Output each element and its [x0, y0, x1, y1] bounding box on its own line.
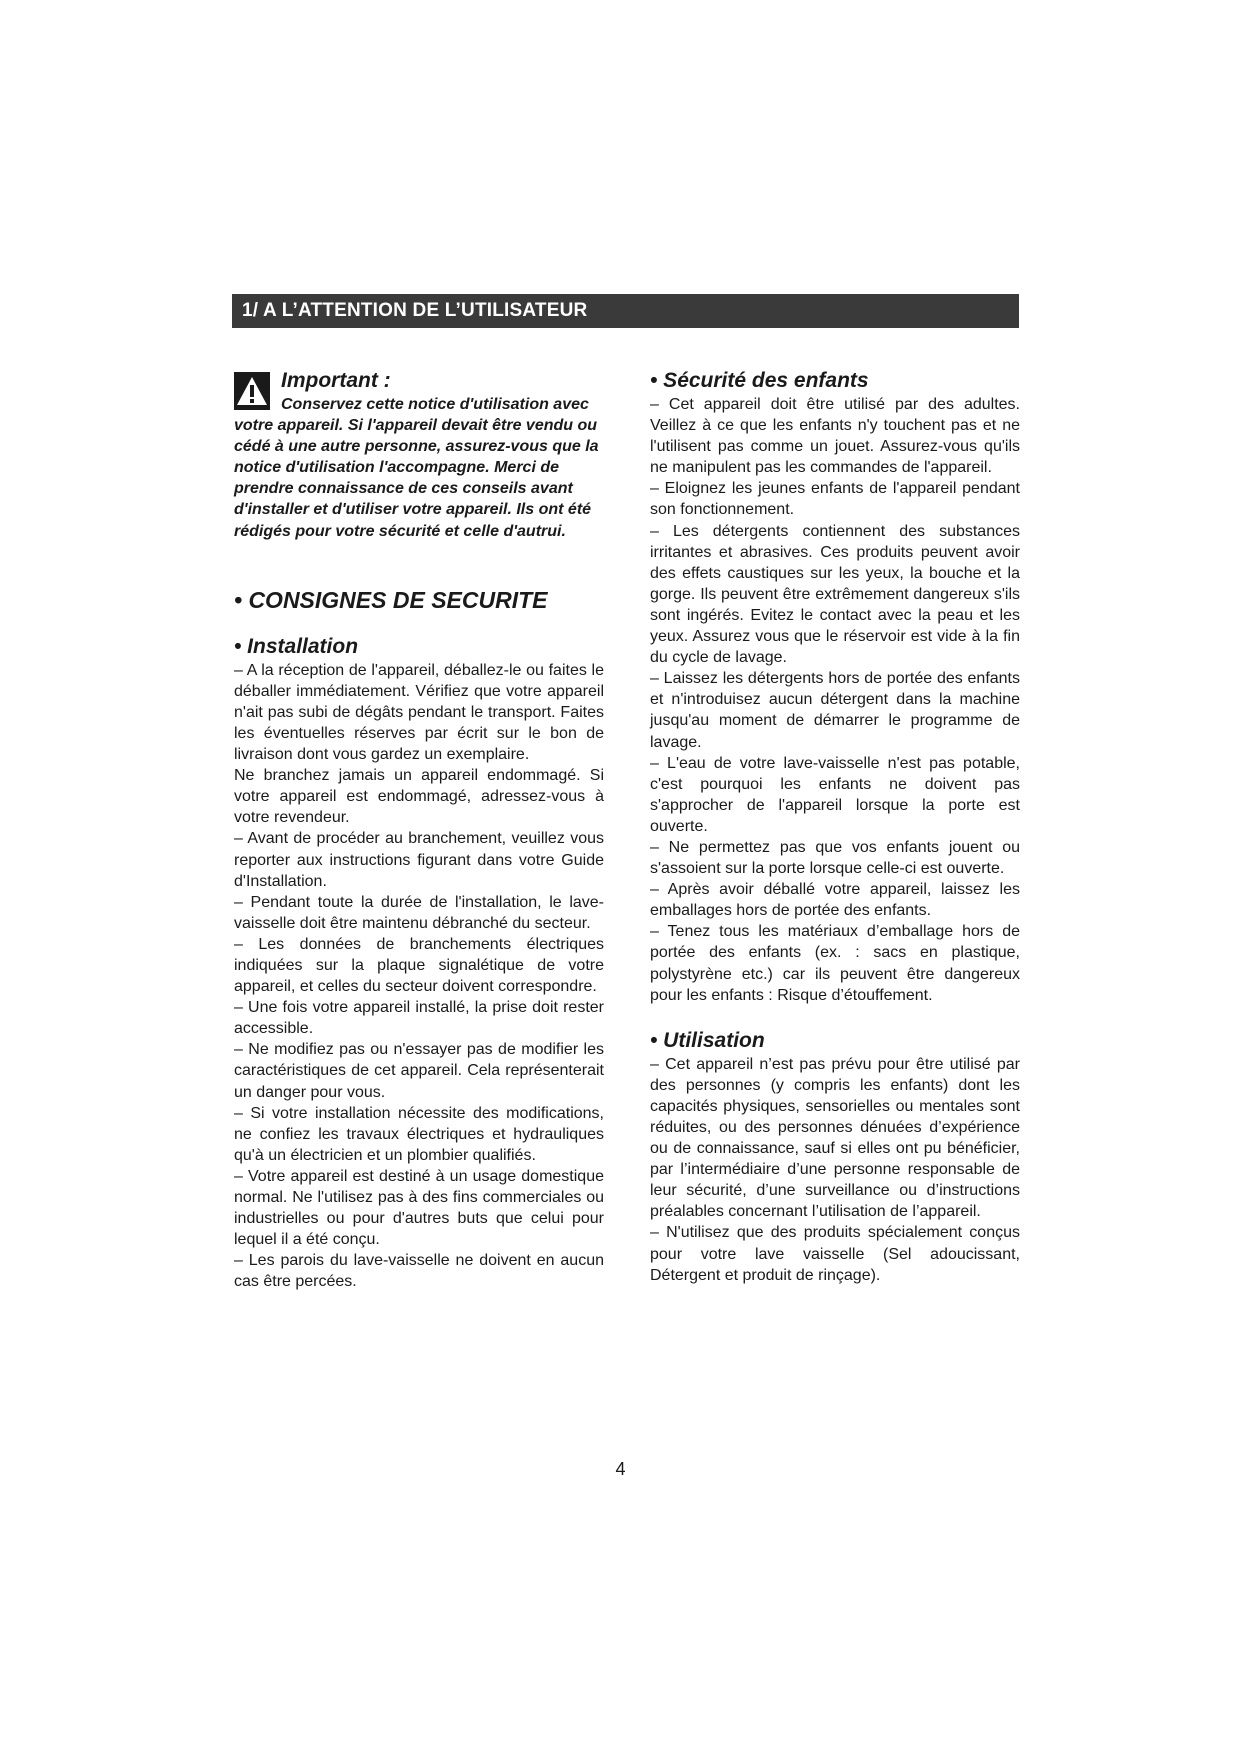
paragraph: – Tenez tous les matériaux d’emballage hors de portée des enfants (ex. : sacs en plastique, polystyrène etc.) car ils peuvent être dangereux pour les enfants : Risque d’étouffement.: [650, 923, 1020, 1004]
consignes-heading: • CONSIGNES DE SECURITE: [234, 586, 548, 613]
paragraph: – N'utilisez que des produits spécialement conçus pour votre lave vaisselle (Sel adoucissant, Détergent et produit de rinçage).: [650, 1224, 1020, 1284]
paragraph: – Les données de branchements électriques indiquées sur la plaque signalétique de votre appareil, et celles du secteur doivent correspondre.: [234, 935, 604, 996]
important-title: Important :: [281, 369, 391, 392]
paragraph: – Laissez les détergents hors de portée des enfants et n'introduisez aucun détergent dans la machine jusqu'au moment de démarrer le programme de lavage.: [650, 670, 1020, 751]
paragraph: – Avant de procéder au branchement, veuillez vous reporter aux instructions figurant dans votre Guide d'Installation.: [234, 830, 604, 890]
paragraph: – Les parois du lave-vaisselle ne doivent en aucun cas être percées.: [234, 1252, 604, 1291]
warning-triangle-icon: [234, 372, 270, 410]
paragraph: – Cet appareil doit être utilisé par des adultes. Veillez à ce que les enfants n'y touchent pas et ne l'utilisent pas comme un jouet. Assurez-vous qu'ils ne manipulent pas les commandes de l'appareil.: [650, 396, 1020, 477]
page-number: 4: [615, 1459, 626, 1479]
important-notice: [234, 368, 604, 542]
paragraph: – Les détergents contiennent des substances irritantes et abrasives. Ces produits peuvent avoir des effets caustiques sur les yeux, la bouche et la gorge. Ils peuvent être extrêmement dangereux s'ils sont ingérés. Evitez le contact avec la peau et les yeux. Assurez vous que le réservoir est vide à la fin du cycle de lavage.: [650, 522, 1020, 667]
paragraph: – Eloignez les jeunes enfants de l'appareil pendant son fonctionnement.: [650, 480, 1020, 519]
paragraph: – Après avoir déballé votre appareil, laissez les emballages hors de portée des enfants.: [650, 881, 1020, 920]
paragraph: – Ne modifiez pas ou n'essayer pas de modifier les caractéristiques de cet appareil. Cela représenterait un danger pour vous.: [234, 1041, 604, 1101]
paragraph: – Votre appareil est destiné à un usage domestique normal. Ne l'utilisez pas à des fins commerciales ou industrielles ou pour d'autres buts que celui pour lequel il a été conçu.: [234, 1167, 604, 1249]
paragraph: – Une fois votre appareil installé, la prise doit rester accessible.: [234, 999, 604, 1038]
utilisation-heading: • Utilisation: [650, 1028, 765, 1052]
paragraph: – Pendant toute la durée de l'installation, le lave-vaisselle doit être maintenu débranché du secteur.: [234, 893, 604, 932]
installation-text: [234, 660, 604, 1293]
securite-enfants-heading: • Sécurité des enfants: [650, 369, 869, 392]
installation-heading: • Installation: [234, 634, 359, 658]
important-text: Conservez cette notice d'utilisation avec votre appareil. Si l'appareil devait être vendu ou cédé à une autre personne, assurez-vous que la notice d'utilisation l'accompagne. Merci de prendre connaissance de ces conseils avant d'installer et d'utiliser votre appareil. Ils ont été rédigés pour votre sécurité et celle d'autrui.: [234, 396, 599, 540]
paragraph: – Ne permettez pas que vos enfants jouent ou s'assoient sur la porte lorsque celle-ci est ouverte.: [650, 838, 1020, 878]
paragraph: – L'eau de votre lave-vaisselle n'est pas potable, c'est pourquoi les enfants ne doivent pas s'approcher de l'appareil lorsque la porte est ouverte.: [650, 754, 1020, 835]
paragraph: Ne branchez jamais un appareil endommagé. Si votre appareil est endommagé, adressez-vous à votre revendeur.: [234, 767, 604, 827]
paragraph: – Si votre installation nécessite des modifications, ne confiez les travaux électriques et hydrauliques qu'à un électricien et un plombier qualifiés.: [234, 1104, 604, 1164]
securite-enfants-text: [650, 394, 1020, 1006]
utilisation-text: [650, 1054, 1020, 1286]
paragraph: – Cet appareil n’est pas prévu pour être utilisé par des personnes (y compris les enfants) dont les capacités physiques, sensorielles ou mentales sont réduites, ou des personnes dénuées d’expérience ou de connaissance, sauf si elles ont pu bénéficier, par l’intermédiaire d’une personne responsable de leur sécurité, d’une surveillance ou d’instructions préalables concernant l’utilisation de l’appareil.: [650, 1055, 1020, 1221]
left-column: [234, 368, 604, 1292]
right-column: [650, 368, 1020, 1286]
section-header: 1/ A L’ATTENTION DE L’UTILISATEUR: [232, 294, 1019, 328]
paragraph: – A la réception de l'appareil, déballez-le ou faites le déballer immédiatement. Vérifiez que votre appareil n'ait pas subi de dégâts pendant le transport. Faites les éventuelles réserves par écrit sur le bon de livraison dont vous gardez un exemplaire.: [234, 661, 604, 764]
